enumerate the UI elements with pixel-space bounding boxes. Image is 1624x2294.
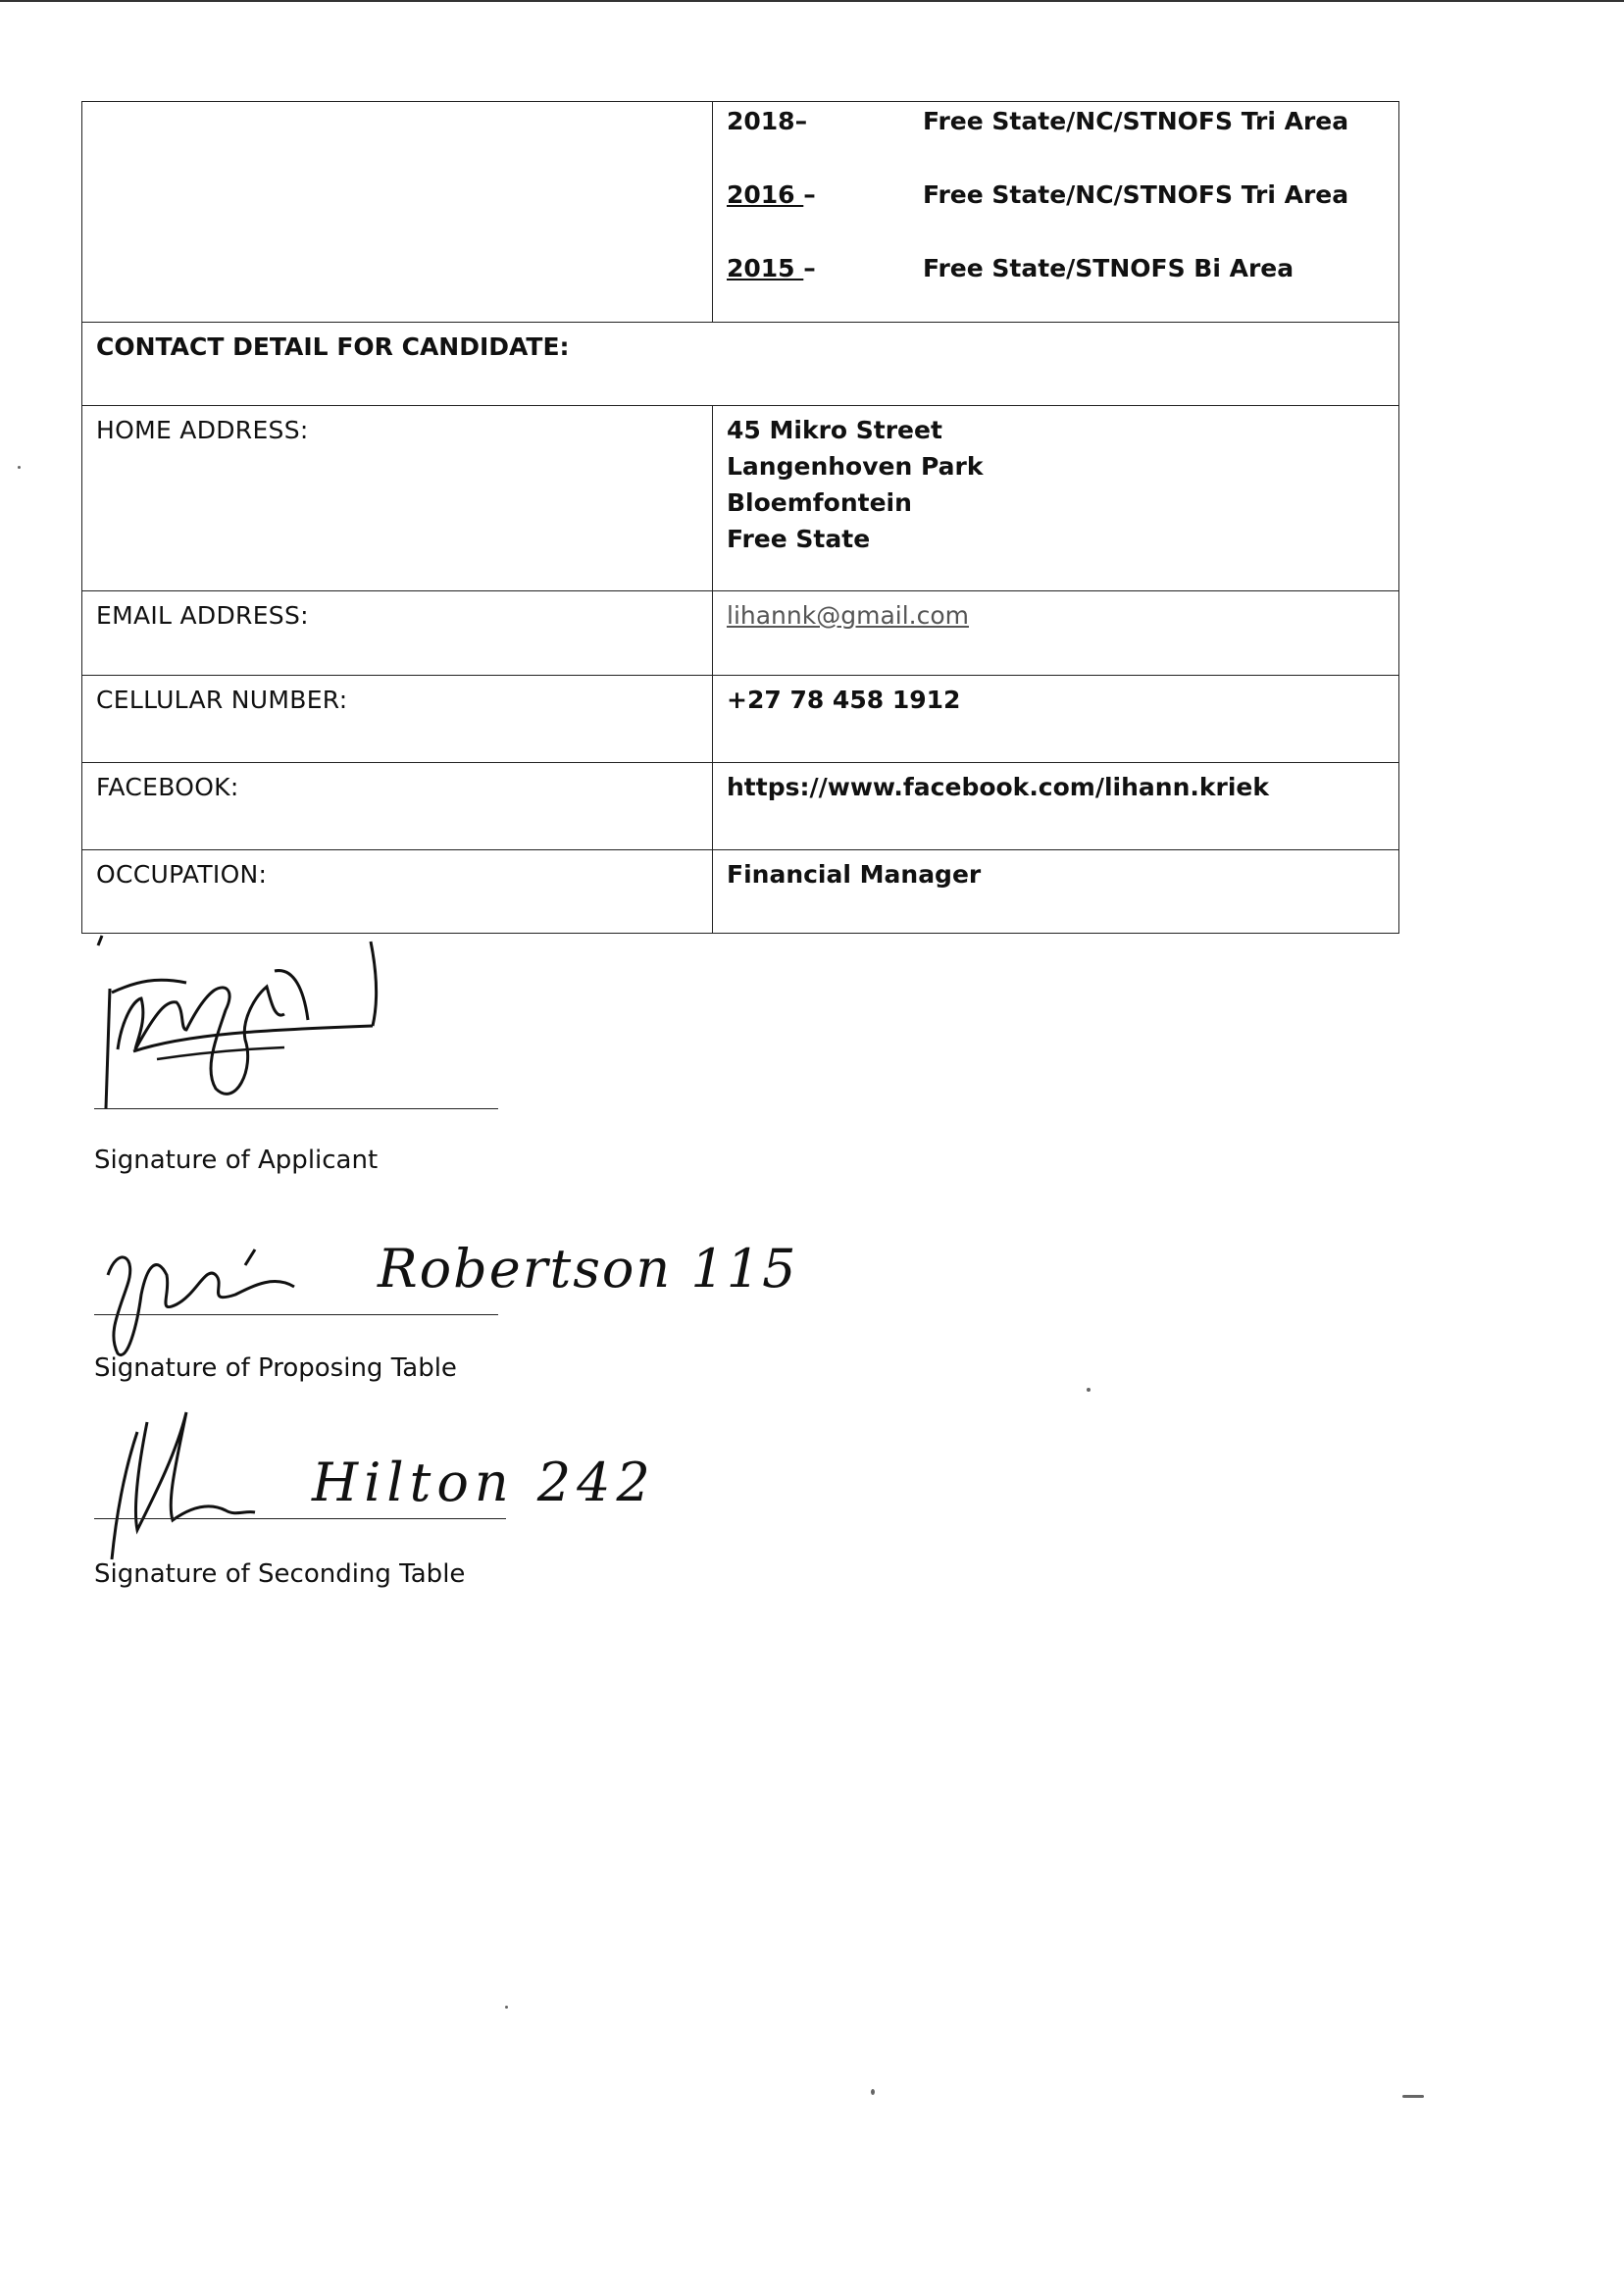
facebook-label: FACEBOOK: [82,763,713,850]
contact-heading: CONTACT DETAIL FOR CANDIDATE: [82,323,1399,406]
candidate-details-table [81,101,1399,934]
applicant-signature-line [94,1108,498,1109]
applicant-signature [98,932,422,1128]
email-cell [713,591,1399,676]
address-line: Langenhoven Park [727,452,984,481]
areas-empty-cell [82,102,713,323]
area-line [727,177,1385,250]
cellular-value: +27 78 458 1912 [713,676,1399,763]
home-address-value [713,406,1399,591]
address-line: Bloemfontein [727,488,912,517]
proposing-signature [98,1236,314,1373]
facebook-value: https://www.facebook.com/lihann.kriek [713,763,1399,850]
area-year: 2016 – [727,180,816,209]
proposing-signature-line [94,1314,498,1315]
home-address-row [82,406,1399,591]
area-year: 2018– [727,107,808,135]
area-line [727,103,1385,177]
address-line: 45 Mikro Street [727,416,942,444]
seconding-signature-line [94,1518,506,1519]
applicant-signature-label: Signature of Applicant [94,1146,379,1175]
occupation-value: Financial Manager [713,850,1399,934]
area-name: Free State/NC/STNOFS Tri Area [923,107,1349,135]
seconding-signature [98,1402,314,1569]
scan-speck [871,2089,875,2095]
scan-speck [1087,1388,1091,1392]
scan-speck [1402,2095,1424,2098]
home-address-label: HOME ADDRESS: [82,406,713,591]
cellular-label: CELLULAR NUMBER: [82,676,713,763]
contact-heading-row [82,323,1399,406]
area-year: 2015 – [727,254,816,282]
email-link[interactable]: lihannk@gmail.com [727,601,969,630]
area-name: Free State/STNOFS Bi Area [923,254,1294,282]
occupation-row [82,850,1399,934]
seconding-handwritten-name: Hilton 242 [312,1452,656,1513]
facebook-row [82,763,1399,850]
areas-row [82,102,1399,323]
address-line: Free State [727,525,871,553]
areas-cell [713,102,1399,323]
scan-speck [505,2006,508,2009]
proposing-signature-label: Signature of Proposing Table [94,1353,457,1383]
email-label: EMAIL ADDRESS: [82,591,713,676]
cellular-row [82,676,1399,763]
email-row [82,591,1399,676]
occupation-label: OCCUPATION: [82,850,713,934]
area-line [727,250,1385,313]
scan-edge [0,0,1624,4]
proposing-handwritten-name: Robertson 115 [378,1238,798,1300]
area-name: Free State/NC/STNOFS Tri Area [923,180,1349,209]
scan-speck [18,466,21,469]
seconding-signature-label: Signature of Seconding Table [94,1559,466,1589]
